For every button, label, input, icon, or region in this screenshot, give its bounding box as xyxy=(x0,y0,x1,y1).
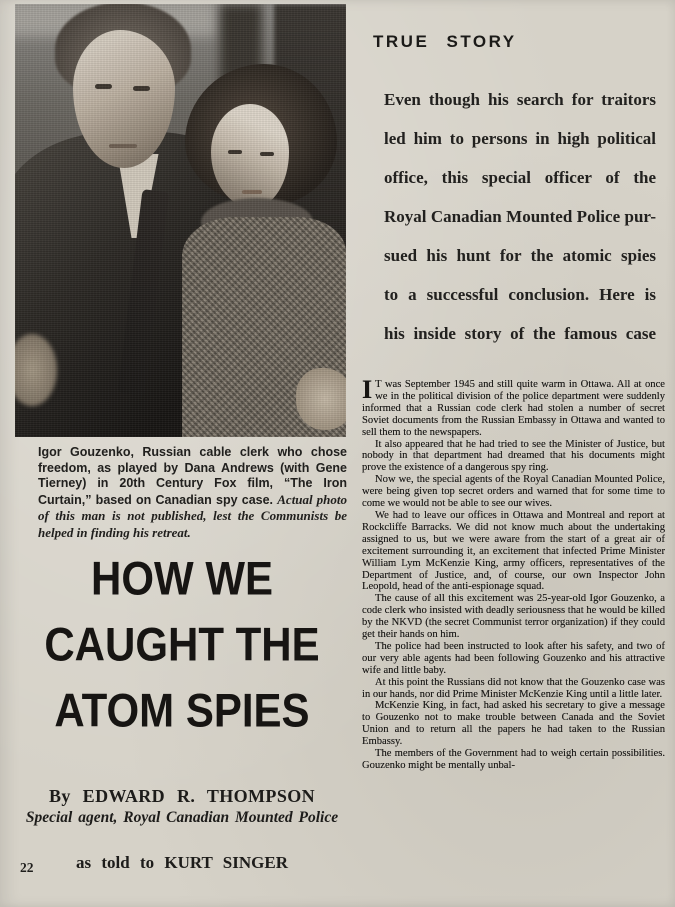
intro-line: office, this special officer of the xyxy=(384,168,656,187)
film-still-photo xyxy=(15,4,346,437)
body-paragraph xyxy=(362,375,665,439)
photo-caption-italic: Actual photo of this man is not published, lest the Communists be helped in finding his retreat. xyxy=(38,491,347,540)
headline-line-3: ATOM SPIES xyxy=(54,684,310,737)
kicker-true-story: TRUE STORY xyxy=(373,32,517,51)
photo-caption xyxy=(38,445,347,542)
intro-line: led him to persons in high political xyxy=(384,129,656,148)
body-paragraph-text: T was September 1945 and still quite warm in Ottawa. All at once we in the political division of the police department were suddenly informed that a Russian code clerk had stolen a number of secret Soviet documents from the Russian Embassy in Ottawa and wanted to sell them to the newspapers. xyxy=(362,379,665,438)
photo-grain-overlay xyxy=(15,4,346,437)
body-paragraph: Now we, the special agents of the Royal Canadian Mounted Police, were being given top secret orders and warned that for some time to come we would not be able to see our wives. xyxy=(362,474,665,510)
body-paragraph: We had to leave our offices in Ottawa and Montreal and report at Rockcliffe Barracks. We did not know much about the undertaking assigned to us, but we were aware from the start of a great air of excitement surrounding it, an excitement that infected Prime Minister William Lym McKenzie King, army officers, representatives of the Department of Justice, and, of course, our own Inspector John Leopold, head of the anti-espionage squad. xyxy=(362,509,665,593)
byline-as-told-to: as told to KURT SINGER xyxy=(75,853,288,872)
body-paragraph: The members of the Government had to weigh certain possibilities. Gouzenko might be mentally unbal- xyxy=(362,748,665,771)
intro-line: sued his hunt for the atomic spies xyxy=(384,246,656,265)
intro-deck xyxy=(384,80,656,353)
headline xyxy=(18,546,346,744)
intro-line: Even though his search for traitors xyxy=(384,90,656,109)
body-paragraph: At this point the Russians did not know that the Gouzenko case was in our hands, nor did Prime Minister McKenzie King until a little later. xyxy=(362,676,665,700)
drop-cap: I xyxy=(362,375,373,404)
byline-author-title: Special agent, Royal Canadian Mounted Police xyxy=(25,809,339,826)
page-number: 22 xyxy=(20,860,34,875)
intro-line: his inside story of the famous case xyxy=(384,324,656,343)
photo-caption-plain: Igor Gouzenko, Russian cable clerk who chose freedom, as played by Dana Andrews (with Gene Tierney) in 20th Century Fox film, “The Iron Curtain,” based on Canadian spy case. xyxy=(38,445,347,507)
headline-line-1: HOW WE xyxy=(91,552,273,605)
body-paragraph: The cause of all this excitement was 25-year-old Igor Gouzenko, a code clerk who insisted with deadly seriousness that he would be killed by the NKVD (the secret Communist terror organization) if they could get their hands on him. xyxy=(362,593,665,641)
intro-line: to a successful conclusion. Here is xyxy=(384,285,656,304)
intro-line: Royal Canadian Mounted Police pur- xyxy=(384,207,656,226)
byline-block xyxy=(18,786,346,873)
body-paragraph: The police had been instructed to look after his safety, and two of our very able agents had been following Gouzenko and his attractive wife and little baby. xyxy=(362,640,665,676)
headline-line-2: CAUGHT THE xyxy=(44,618,320,671)
byline-author: By EDWARD R. THOMPSON xyxy=(48,786,316,806)
body-paragraph: McKenzie King, in fact, had asked his secretary to give a message to Gouzenko not to make trouble between Canada and the Soviet Union and to return all the papers he had taken to the Russian Embassy. xyxy=(362,700,665,748)
body-paragraph: It also appeared that he had tried to see the Minister of Justice, but nobody in that department had dreamed that his documents might prove the existence of a dangerous spy ring. xyxy=(362,438,665,474)
article-body xyxy=(362,375,665,772)
